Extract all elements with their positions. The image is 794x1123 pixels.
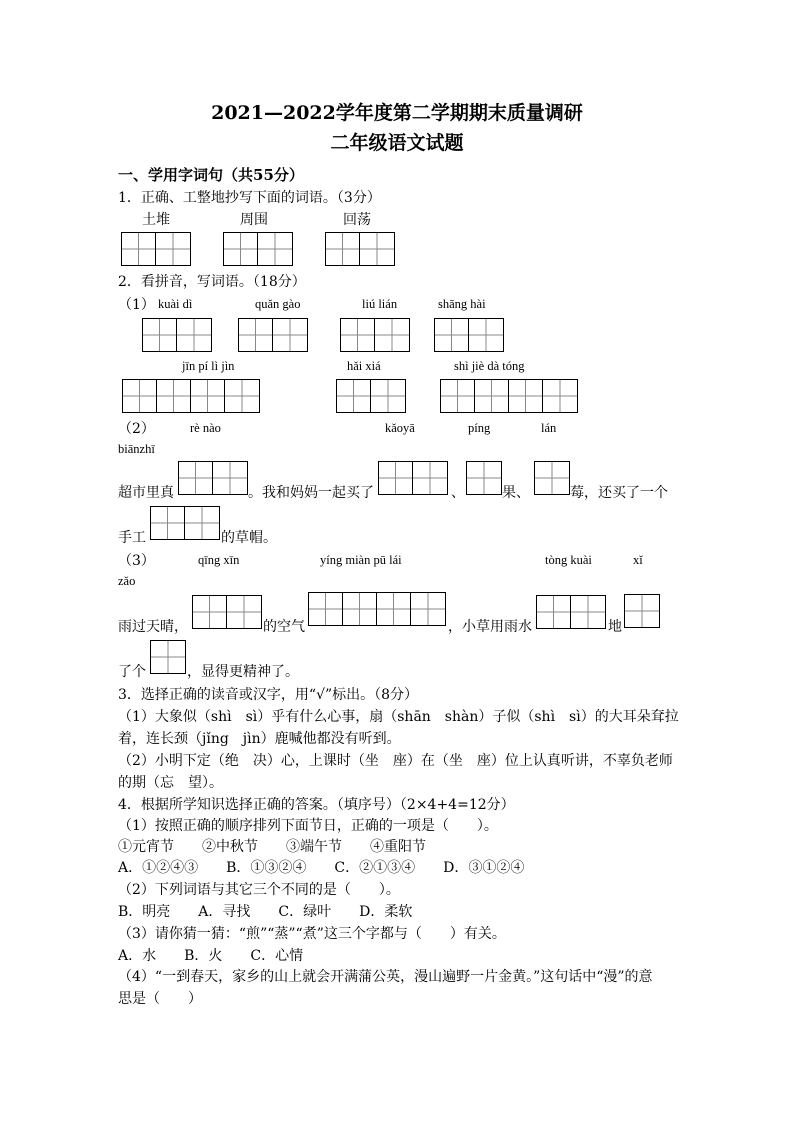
pinyin: liú lián: [362, 297, 398, 311]
q4-line: （3）请你猜一猜：“煎”“蒸”“煮”这三个字都与（ ）有关。: [118, 926, 506, 942]
q4-line: （4）“一到春天，家乡的山上就会开满蒲公英，漫山遍野一片金黄。”这句话中“漫”的意: [118, 969, 653, 985]
writing-grid[interactable]: [122, 379, 260, 413]
q3-line: 着，连长颈（jǐng jìn）鹿喊他都没有听到。: [118, 731, 401, 747]
pinyin: zǎo: [118, 574, 136, 588]
writing-grid[interactable]: [223, 232, 293, 266]
q4-line: 思是（ ）: [118, 991, 202, 1007]
pinyin: kǎoyā: [385, 421, 415, 435]
sentence-text: 、: [451, 485, 465, 501]
q1-word: 周围: [240, 212, 268, 228]
q4-line: A．水 B．火 C．心情: [118, 948, 304, 964]
page-subtitle: 二年级语文试题: [330, 132, 464, 154]
q2-prompt: 2．看拼音，写词语。（18分）: [118, 274, 306, 290]
q4-line: （1）按照正确的顺序排列下面节日，正确的一项是（ ）。: [118, 818, 498, 834]
writing-grid[interactable]: [340, 318, 410, 352]
q4-line: ①元宵节 ②中秋节 ③端午节 ④重阳节: [118, 839, 426, 855]
sentence-text: 的空气: [263, 619, 305, 635]
pinyin: xǐ: [633, 553, 643, 567]
pinyin: kuài dì: [158, 297, 193, 311]
sentence-text: 雨过天晴，: [118, 619, 188, 635]
writing-grid[interactable]: [466, 461, 502, 495]
q2-part3-label: （3）: [118, 553, 155, 569]
sentence-text: 果、: [502, 485, 530, 501]
pinyin: yíng miàn pū lái: [320, 553, 402, 567]
q4-line: A．①②④③ B．①③②④ C．②①③④ D．③①②④: [118, 860, 525, 876]
sentence-text: 了个: [118, 664, 146, 680]
sentence-text: 超市里真: [118, 485, 174, 501]
writing-grid[interactable]: [192, 595, 262, 629]
pinyin: qīng xīn: [198, 553, 240, 567]
writing-grid[interactable]: [238, 318, 308, 352]
pinyin: píng: [468, 421, 491, 435]
page-title: 2021—2022学年度第二学期期末质量调研: [211, 102, 583, 124]
writing-grid[interactable]: [325, 232, 395, 266]
q3-prompt: 3．选择正确的读音或汉字，用“√”标出。（8分）: [118, 687, 419, 703]
writing-grid[interactable]: [624, 594, 660, 628]
pinyin: tòng kuài: [545, 553, 592, 567]
writing-grid[interactable]: [440, 379, 578, 413]
pinyin: lán: [541, 421, 557, 435]
pinyin: jīn pí lì jìn: [182, 359, 235, 373]
q4-prompt: 4．根据所学知识选择正确的答案。（填序号）（2×4+4=12分）: [118, 797, 515, 813]
sentence-text: 莓，还买了一个: [570, 485, 668, 501]
pinyin: biānzhī: [118, 442, 155, 456]
writing-grid[interactable]: [536, 595, 606, 629]
q3-line: 的期（忘 望）。: [118, 775, 223, 791]
sentence-text: ，小草用雨水: [448, 619, 532, 635]
q2-part1-label: （1）: [118, 297, 155, 313]
sentence-text: 地: [608, 619, 622, 635]
pinyin: hǎi xiá: [347, 359, 381, 373]
q1-word: 土堆: [142, 212, 170, 228]
sentence-text: 。我和妈妈一起买了: [248, 485, 374, 501]
sentence-text: 手工: [118, 530, 146, 546]
pinyin: shāng hài: [438, 297, 486, 311]
pinyin: quǎn gào: [255, 297, 301, 311]
q4-line: （2）下列词语与其它三个不同的是（ ）。: [118, 882, 400, 898]
q3-line: （2）小明下定（绝 决）心，上课时（坐 座）在（坐 座）位上认真听讲，不辜负老师: [118, 753, 673, 769]
writing-grid[interactable]: [150, 640, 186, 674]
writing-grid[interactable]: [534, 461, 570, 495]
q1-word: 回荡: [343, 212, 371, 228]
writing-grid[interactable]: [121, 232, 191, 266]
sentence-text: 的草帽。: [221, 530, 277, 546]
q3-line: （1）大象似（shì sì）乎有什么心事，扇（shān shàn）子似（shì sì）的大耳朵耷拉: [118, 709, 679, 725]
writing-grid[interactable]: [142, 318, 212, 352]
q2-part2-label: （2）: [118, 421, 155, 437]
section-heading: 一、学用字词句（共55分）: [118, 166, 304, 184]
pinyin: shì jiè dà tóng: [454, 359, 525, 373]
pinyin: rè nào: [190, 421, 221, 435]
q4-line: B．明亮 A．寻找 C．绿叶 D．柔软: [118, 904, 413, 920]
writing-grid[interactable]: [308, 592, 446, 626]
sentence-text: ，显得更精神了。: [187, 664, 299, 680]
writing-grid[interactable]: [178, 461, 248, 495]
writing-grid[interactable]: [336, 379, 406, 413]
q1-prompt: 1．正确、工整地抄写下面的词语。（3分）: [118, 190, 381, 206]
writing-grid[interactable]: [150, 506, 220, 540]
writing-grid[interactable]: [378, 461, 448, 495]
writing-grid[interactable]: [434, 318, 504, 352]
